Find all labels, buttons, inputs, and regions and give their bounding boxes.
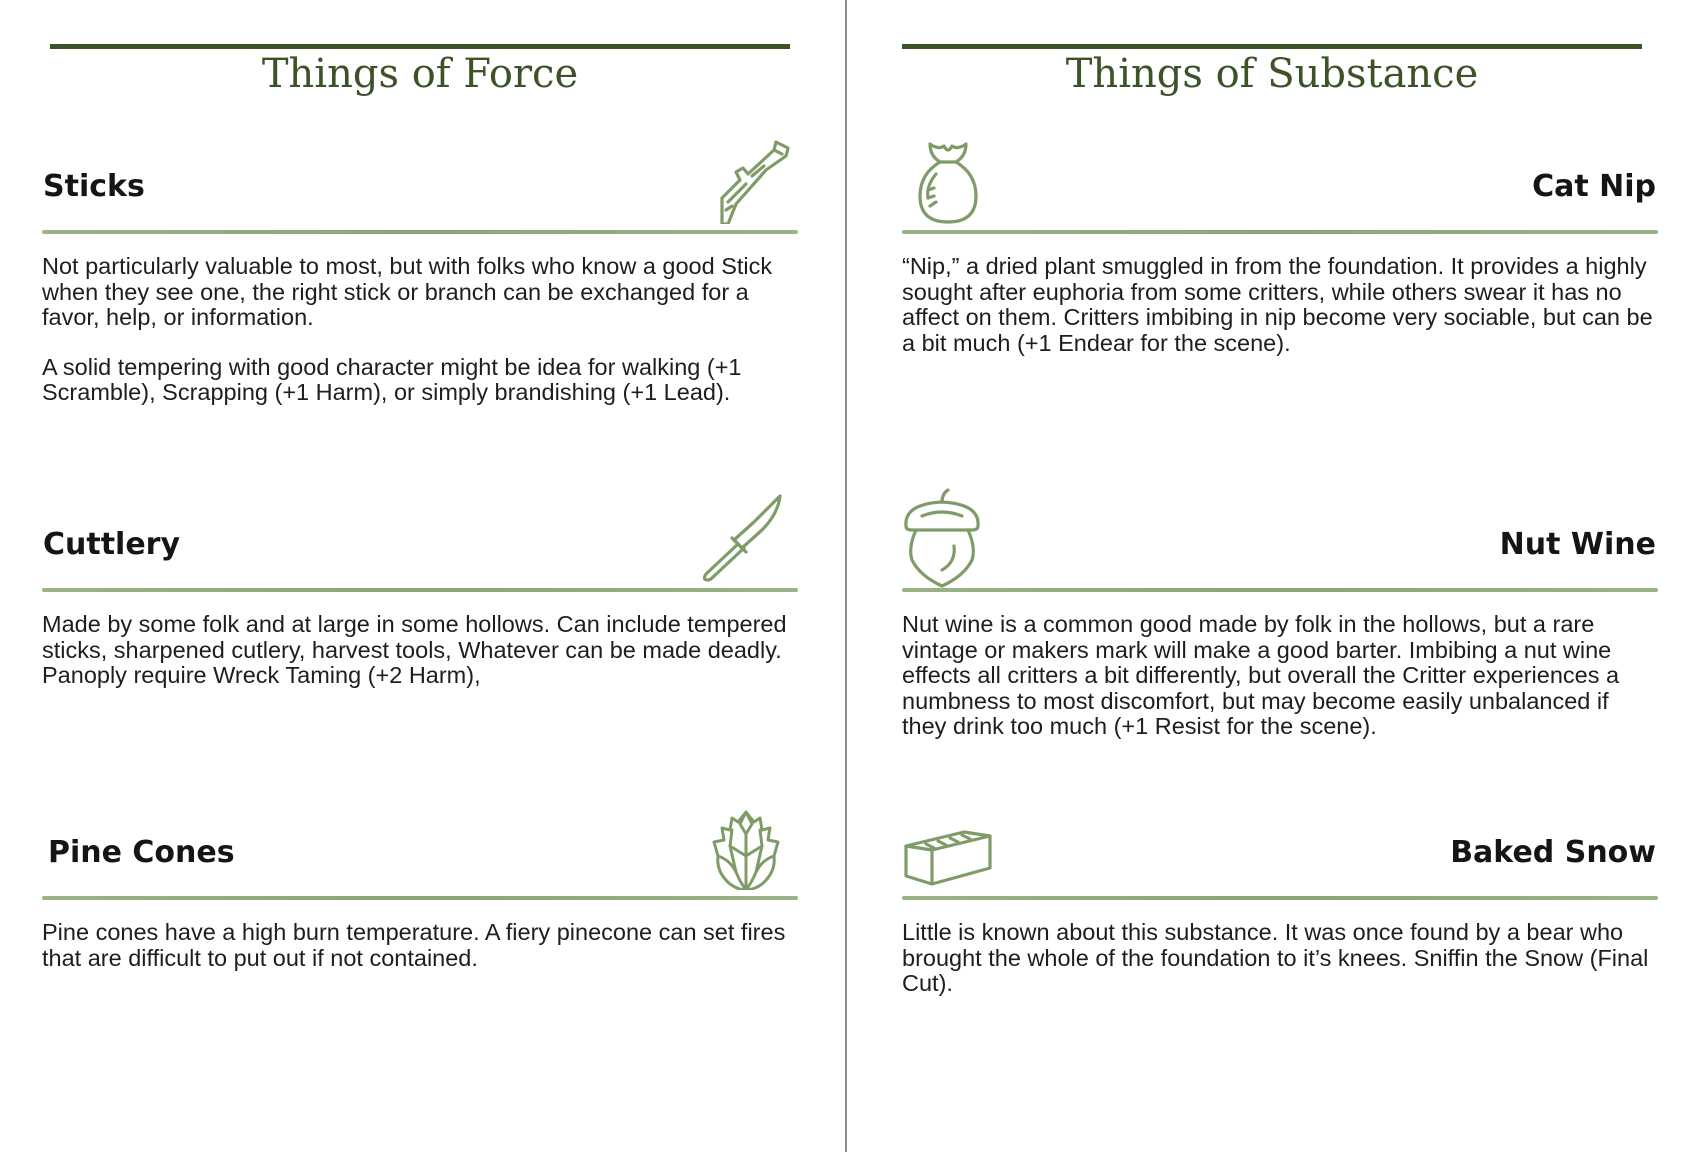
acorn-icon	[902, 488, 982, 588]
entry-name: Cat Nip	[1532, 169, 1656, 204]
entry-name: Pine Cones	[48, 835, 235, 870]
right-page	[842, 0, 1684, 1152]
entry-text: “Nip,” a dried plant smuggled in from the foundation. It provides a highly sought after euphoria from some critters, while others swear it has no affect on them. Critters imbibing in nip become very sociable, but can be a bit much (+1 Endear for the scene).	[902, 253, 1653, 356]
entry-text: Nut wine is a common good made by folk in the hollows, but a rare vintage or makers mark will make a good barter. Imbibing a nut wine effects all critters a bit differently, but overall the Critter experiences a numbness to most discomfort, but may become easily unbalanced if they drink too much (+1 Resist for the scene).	[902, 611, 1620, 739]
entry-sticks	[42, 120, 798, 430]
entry-text: Made by some folk and at large in some hollows. Can include tempered sticks, sharpened cutlery, harvest tools, Whatever can be made deadly. Panoply require Wreck Taming (+2 Harm),	[42, 611, 787, 688]
pouch-icon	[916, 140, 980, 224]
entry-name: Cuttlery	[43, 527, 181, 562]
brick-icon	[904, 828, 992, 888]
entry-name: Sticks	[43, 169, 145, 204]
entry-baked-snow	[902, 786, 1658, 1021]
entry-pine-cones	[42, 786, 798, 995]
page-title: Things of Substance	[1065, 51, 1479, 97]
stick-icon	[716, 140, 790, 224]
entry-text: A solid tempering with good character might be idea for walking (+1 Scramble), Scrapping (+1 Harm), or simply brandishing (+1 Lead).	[42, 353, 742, 405]
entry-text: Little is known about this substance. It was once found by a bear who brought the whole of the foundation to it’s knees. Sniffin the Snow (Final Cut).	[902, 919, 1649, 996]
entry-name: Nut Wine	[1499, 527, 1656, 562]
entry-name: Baked Snow	[1450, 835, 1656, 870]
entry-text: Pine cones have a high burn temperature. A fiery pinecone can set fires that are difficult to put out if not contained.	[42, 919, 786, 971]
entry-cuttlery	[42, 478, 798, 713]
pinecone-icon	[710, 810, 782, 890]
knife-icon	[698, 494, 782, 582]
page-title: Things of Force	[261, 51, 579, 97]
entry-cat-nip	[902, 120, 1658, 380]
entry-nut-wine	[902, 478, 1658, 764]
entry-text: Not particularly valuable to most, but with folks who know a good Stick when they see one, the right stick or branch can be exchanged for a favor, help, or information.	[42, 253, 773, 330]
